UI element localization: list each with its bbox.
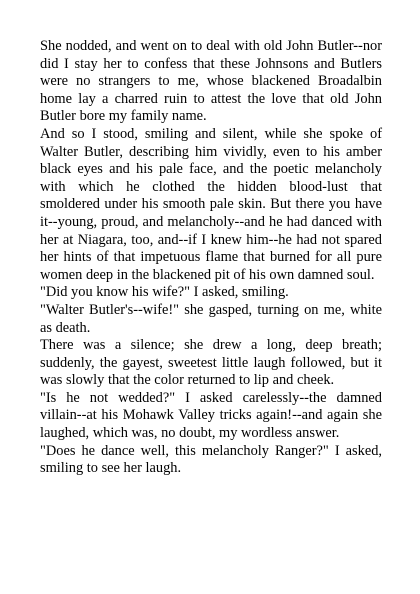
paragraph: "Walter Butler's--wife!" she gasped, turning on me, white as death. (40, 301, 382, 336)
page-body (40, 38, 382, 478)
paragraph: And so I stood, smiling and silent, while she spoke of Walter Butler, describing him vividly, even to his amber black eyes and his pale face, and the poetic melancholy with which he clothed the hidden blood-lust that smoldered under his smooth pale skin. But there you have it--young, proud, and melancholy--and he had danced with her at Niagara, too, and--if I knew him--he had not spared her hints of that impetuous flame that burned for all pure women deep in the blackened pit of his own damned soul. (40, 125, 382, 283)
paragraph: "Does he dance well, this melancholy Ranger?" I asked, smiling to see her laugh. (40, 442, 382, 477)
paragraph: "Is he not wedded?" I asked carelessly--the damned villain--at his Mohawk Valley tricks again!--and again she laughed, which was, no doubt, my wordless answer. (40, 389, 382, 442)
paragraph: There was a silence; she drew a long, deep breath; suddenly, the gayest, sweetest little laugh followed, but it was slowly that the color returned to lip and cheek. (40, 337, 382, 389)
paragraph: She nodded, and went on to deal with old John Butler--nor did I stay her to confess that these Johnsons and Butlers were no strangers to me, whose blackened Broadalbin home lay a charred ruin to attest the love that old John Butler bore my family name. (40, 38, 382, 125)
paragraph: "Did you know his wife?" I asked, smiling. (40, 284, 289, 301)
